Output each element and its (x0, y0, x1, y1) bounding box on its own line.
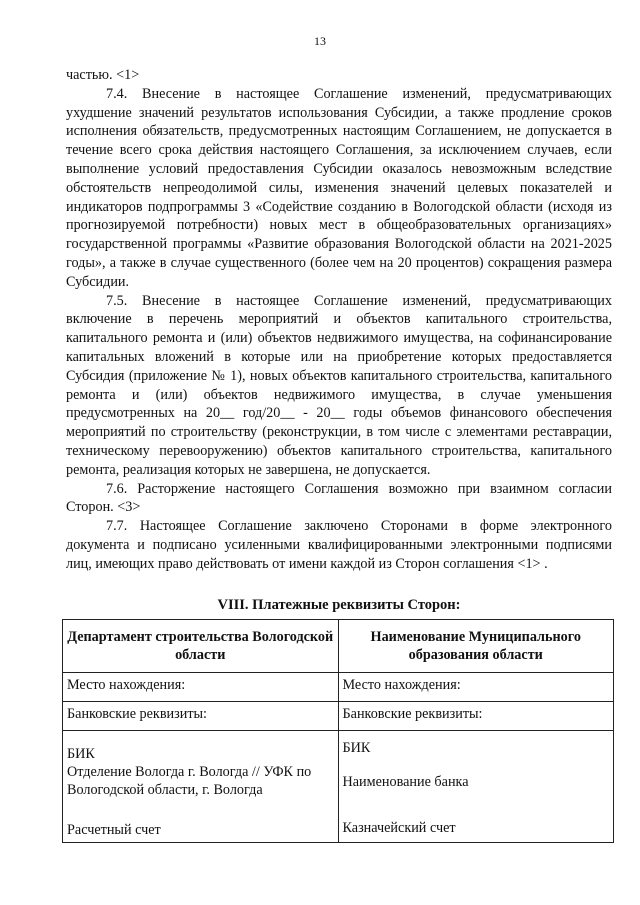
paragraph-7-6: 7.6. Расторжение настоящего Соглашения возможно при взаимном согласии Сторон. <3> (66, 480, 612, 516)
left-location-label: Место нахождения: (63, 673, 339, 702)
left-party-header: Департамент строительства Вологодской области (63, 620, 339, 673)
paragraph-7-7: 7.7. Настоящее Соглашение заключено Сторонами в форме электронного документа и подписано усиленными квалифицированными электронными подписями лиц, имеющих право действовать от имени каждой из Сторон соглашения <1> . (66, 518, 612, 572)
left-bank-cell (63, 731, 339, 843)
page-number: 13 (314, 34, 326, 48)
section-title: VIII. Платежные реквизиты Сторон: (217, 597, 461, 613)
left-bank-name: Отделение Вологда г. Вологда // УФК по Вологодской области, г. Вологда (67, 764, 312, 798)
paragraph-7-4: 7.4. Внесение в настоящее Соглашение изменений, предусматривающих ухудшение значений результатов использования Субсидии, а также продление сроков исполнения обязательств, предусмотренных настоящим Соглашением, не допускается в течение всего срока действия настоящего Соглашения, за исключением случаев, если выполнение условий предоставления Субсидии оказалось невозможным вследствие обстоятельств непреодолимой силы, изменения значений целевых показателей и индикаторов подпрограммы 3 «Содействие созданию в Вологодской области (исходя из прогнозируемой потребности) новых мест в общеобразовательных организациях» государственной программы «Развитие образования Вологодской области на 2021-2025 годы», а также в случае существенного (более чем на 20 процентов) сокращения размера Субсидии. (66, 85, 612, 290)
right-bik-label: БИК (342, 740, 371, 756)
payment-details-table (62, 619, 614, 843)
right-party-header: Наименование Муниципального образования области (338, 620, 614, 673)
right-account-label: Казначейский счет (342, 820, 456, 836)
right-location-label: Место нахождения: (338, 673, 614, 702)
paragraph-7-5: 7.5. Внесение в настоящее Соглашение изменений, предусматривающих включение в перечень мероприятий и объектов капитального строительства, капитального ремонта и (или) объектов недвижимого имущества, на софинансирование капитальных вложений в которые или на приобретение которых предоставляется Субсидия (приложение № 1), новых объектов капитального строительства, капитального ремонта и (или) объектов недвижимого имущества, в случае уменьшения предусмотренных на 20__ год/20__ - 20__ годы объемов финансового обеспечения мероприятий по строительству (реконструкции, в том числе с элементами реставрации, техническому перевооружению) объектов капитального строительства, капитального ремонта, реализация которых не завершена, не допускается. (66, 292, 612, 478)
right-bank-cell (338, 731, 614, 843)
right-bank-name: Наименование банка (342, 774, 469, 790)
document-body (66, 66, 612, 574)
right-bank-details-label: Банковские реквизиты: (338, 702, 614, 731)
left-bik-label: БИК (67, 746, 95, 762)
left-account-label: Расчетный счет (67, 822, 161, 838)
left-bank-details-label: Банковские реквизиты: (63, 702, 339, 731)
paragraph-continuation: частью. <1> (66, 67, 140, 83)
